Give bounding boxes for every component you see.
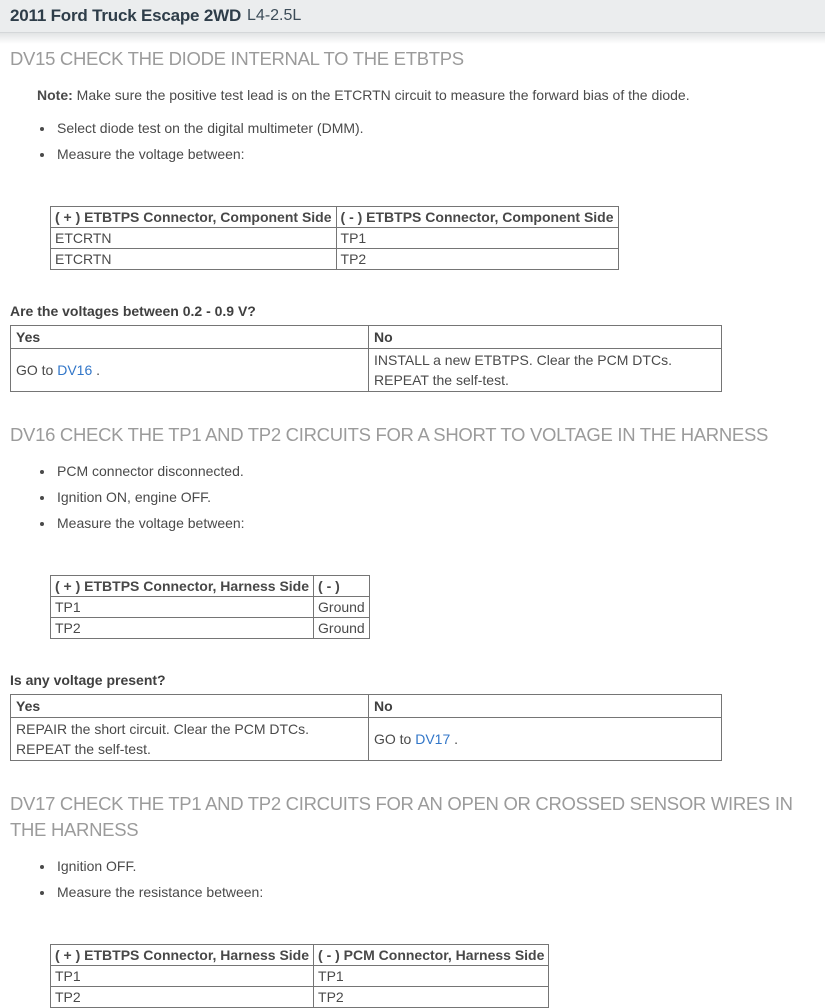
table-header-cell: ( - )	[314, 576, 370, 597]
table-cell: TP1	[51, 597, 314, 618]
question: Are the voltages between 0.2 - 0.9 V?	[10, 303, 256, 319]
bullet-item: • Measure the resistance between:	[55, 883, 815, 902]
action-text: INSTALL a new ETBTPS. Clear the PCM DTCs. REPEAT the self-test.	[374, 352, 672, 388]
measurement-table	[50, 575, 370, 639]
no-action-cell	[369, 718, 722, 761]
page-subtitle: L4-2.5L	[247, 7, 302, 24]
decision-table	[10, 325, 722, 392]
decision-table	[10, 694, 722, 761]
yes-header-cell: Yes	[11, 326, 369, 349]
table-cell: TP2	[51, 618, 314, 639]
section-dv17-heading: DV17 CHECK THE TP1 AND TP2 CIRCUITS FOR AN OPEN OR CROSSED SENSOR WIRES IN THE HARNESS	[10, 793, 793, 840]
header-shadow	[0, 33, 825, 44]
table-cell: TP1	[336, 228, 618, 249]
table-row	[51, 228, 619, 249]
bullet-list	[10, 119, 815, 164]
note-label: Note:	[37, 87, 73, 103]
table-header-cell: ( - ) PCM Connector, Harness Side	[314, 945, 549, 966]
note-text: Make sure the positive test lead is on the ETCRTN circuit to measure the forward bias of the diode.	[76, 87, 690, 103]
table-cell: Ground	[314, 618, 370, 639]
action-text: REPAIR the short circuit. Clear the PCM DTCs. REPEAT the self-test.	[16, 721, 310, 757]
table-cell: ETCRTN	[51, 249, 337, 270]
table-header-cell: ( - ) ETBTPS Connector, Component Side	[336, 207, 618, 228]
action-text: .	[92, 362, 101, 378]
table-header-row	[11, 326, 722, 349]
table-header-cell: ( + ) ETBTPS Connector, Harness Side	[51, 576, 314, 597]
table-row	[51, 618, 370, 639]
table-row	[51, 966, 549, 987]
question: Is any voltage present?	[10, 672, 166, 688]
yes-action-cell	[11, 718, 369, 761]
section-dv17	[10, 791, 815, 1008]
section-dv16	[10, 422, 815, 761]
no-action-cell	[369, 349, 722, 392]
bullet-item: • PCM connector disconnected.	[55, 462, 815, 481]
bullet-item: • Ignition OFF.	[55, 857, 815, 876]
table-cell: ETCRTN	[51, 228, 337, 249]
no-header-cell: No	[369, 326, 722, 349]
bullet-item: • Select diode test on the digital multimeter (DMM).	[55, 119, 815, 138]
action-text: GO to	[374, 731, 416, 747]
table-cell: TP2	[314, 987, 549, 1008]
bullet-list	[10, 462, 815, 533]
table-row	[51, 987, 549, 1008]
table-header-row	[51, 945, 549, 966]
table-cell: TP2	[336, 249, 618, 270]
table-cell: TP1	[314, 966, 549, 987]
table-header-row	[51, 576, 370, 597]
measurement-table	[50, 206, 619, 270]
table-cell: TP2	[51, 987, 314, 1008]
action-text: GO to	[16, 362, 58, 378]
table-cell: TP1	[51, 966, 314, 987]
table-row	[11, 349, 722, 392]
dv17-link[interactable]: DV17	[415, 731, 451, 747]
bullet-list	[10, 857, 815, 902]
page-title: 2011 Ford Truck Escape 2WD	[10, 6, 242, 25]
section-dv16-heading: DV16 CHECK THE TP1 AND TP2 CIRCUITS FOR A SHORT TO VOLTAGE IN THE HARNESS	[10, 424, 769, 445]
no-header-cell: No	[369, 695, 722, 718]
table-header-cell: ( + ) ETBTPS Connector, Component Side	[51, 207, 337, 228]
yes-action-cell	[11, 349, 369, 392]
measurement-table	[50, 944, 549, 1008]
table-row	[11, 718, 722, 761]
table-row	[51, 249, 619, 270]
table-header-cell: ( + ) ETBTPS Connector, Harness Side	[51, 945, 314, 966]
section-dv15	[10, 46, 815, 392]
document-content	[0, 46, 825, 1008]
table-row	[51, 597, 370, 618]
table-header-row	[11, 695, 722, 718]
yes-header-cell: Yes	[11, 695, 369, 718]
bullet-item: • Measure the voltage between:	[55, 145, 815, 164]
bullet-item: • Ignition ON, engine OFF.	[55, 488, 815, 507]
bullet-item: • Measure the voltage between:	[55, 514, 815, 533]
table-cell: Ground	[314, 597, 370, 618]
page-header	[0, 0, 825, 33]
table-header-row	[51, 207, 619, 228]
section-dv15-heading: DV15 CHECK THE DIODE INTERNAL TO THE ETBTPS	[10, 48, 464, 69]
note	[37, 86, 815, 105]
action-text: .	[450, 731, 459, 747]
dv16-link[interactable]: DV16	[57, 362, 93, 378]
